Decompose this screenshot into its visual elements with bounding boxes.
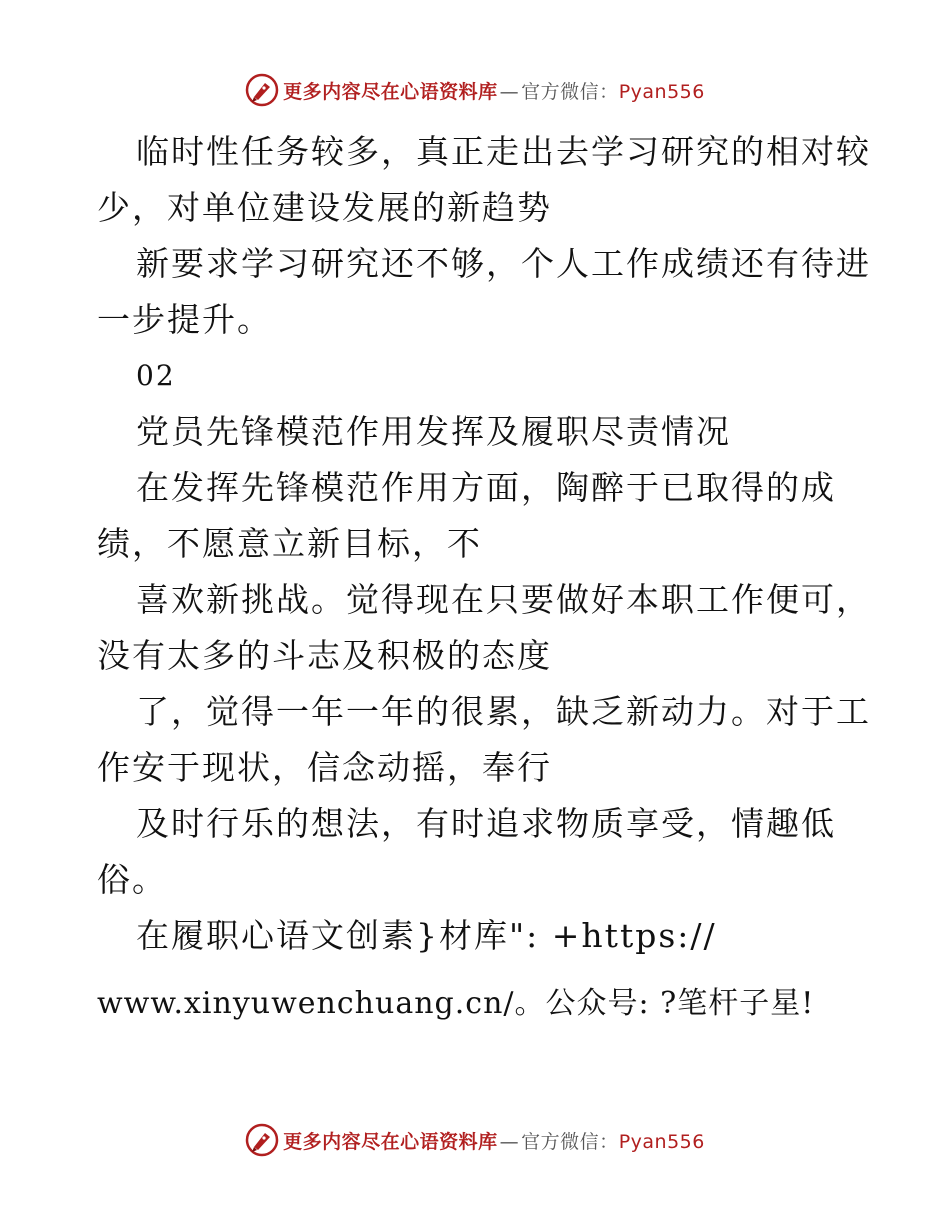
body-line: 在发挥先锋模范作用方面，陶醉于已取得的成 — [136, 468, 836, 507]
footer-banner-text — [283, 1127, 705, 1154]
pen-nib-logo-icon — [245, 1123, 279, 1157]
footer-banner-main: 更多内容尽在心语资料库 — [283, 1130, 498, 1153]
body-line: 临时性任务较多，真正走出去学习研究的相对较 — [136, 132, 871, 171]
header-wechat-id: Pyan556 — [618, 80, 705, 103]
footer-banner — [0, 1120, 950, 1160]
section-heading: 党员先锋模范作用发挥及履职尽责情况 — [136, 412, 731, 451]
body-line: 一步提升。 — [97, 300, 272, 339]
body-line: 喜欢新挑战。觉得现在只要做好本职工作便可， — [136, 580, 871, 619]
header-banner-text — [283, 77, 705, 104]
header-banner-main: 更多内容尽在心语资料库 — [283, 80, 498, 103]
footer-banner-dash: — — [499, 1130, 520, 1153]
header-wechat-label: 官方微信： — [521, 80, 619, 103]
header-banner — [0, 70, 950, 110]
body-line: 新要求学习研究还不够，个人工作成绩还有待进 — [136, 244, 871, 283]
body-line: 绩，不愿意立新目标，不 — [97, 524, 482, 563]
body-line: 在履职心语文创素}材库": +https:// — [136, 916, 717, 955]
body-line: 没有太多的斗志及积极的态度 — [97, 636, 552, 675]
footer-wechat-id: Pyan556 — [618, 1130, 705, 1153]
body-line: 俗。 — [97, 860, 167, 899]
pen-nib-logo-icon — [245, 73, 279, 107]
body-line: 了，觉得一年一年的很累，缺乏新动力。对于工 — [136, 692, 871, 731]
body-line: 作安于现状，信念动摇，奉行 — [97, 748, 552, 787]
footer-wechat-label: 官方微信： — [521, 1130, 619, 1153]
body-line: 及时行乐的想法，有时追求物质享受，情趣低 — [136, 804, 836, 843]
body-line: 少，对单位建设发展的新趋势 — [97, 188, 552, 227]
document-body — [97, 124, 871, 1032]
section-number: 02 — [136, 359, 176, 392]
header-banner-dash: — — [499, 80, 520, 103]
url-line: www.xinyuwenchuang.cn/。公众号: ?笔杆子星! — [97, 986, 815, 1021]
